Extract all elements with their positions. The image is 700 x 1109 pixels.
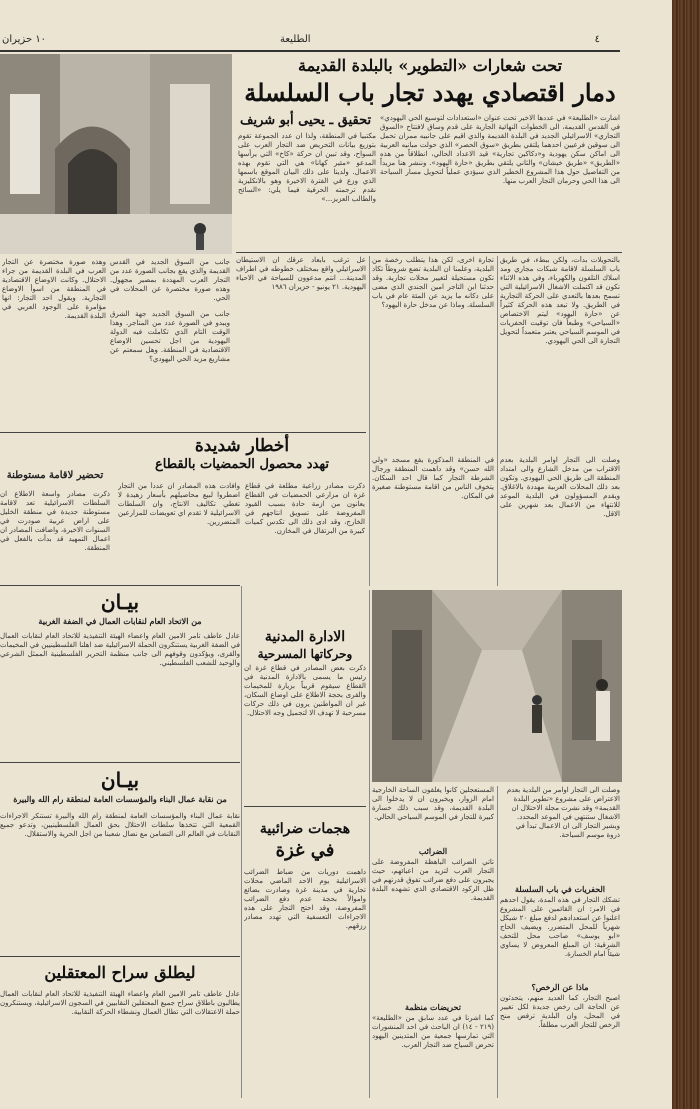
- mid-text-right: جانب من السوق الجديد جهة الشرق ويبدو في الصورة عدد من المتاجر. وهذا الوقت التام الذي تكاملت فيه الدولة اليهودية من اجل تحسين الاوضاع الاقتصادية في المنطقة. وهل سمعتم عن مشاريع مزيد الحي اليهودي؟: [110, 310, 230, 363]
- right-mid-text-2: وصلت الى التجار اوامر من البلدية بعدم الاعتراض على مشروع «تطوير البلدة القديمة» وقد نشرت مجلة الاحتلال ان الاشغال ستنتهي في الموعد المحدد. ويشير التجار الى ان الاعمال تبدأ في ذروة موسم السياحة.: [506, 786, 620, 839]
- bottom-head-2: ماذا عن الرخص؟: [531, 982, 589, 992]
- left-col-text: ذكرت مصادر واسعة الاطلاع ان السلطات الاسرائيلية تعد لاقامة مستوطنة جديدة في منطقة الخليل على اراض عربية صودرت في السنوات الاخيرة، واضافت المصادر ان اعمال التمهيد قد بدأت بالفعل في المنطقة.: [0, 490, 110, 552]
- header-date: ١٠ حزيران: [2, 34, 47, 45]
- main-headline: دمار اقتصادي يهدد تجار باب السلسلة: [244, 78, 616, 107]
- bottom-text-2: اصبح التجار، كما العديد منهم، يتحدثون عن الحاجة الى رخص جديدة لكل تغيير في المحل، وان البلدية ترفض منح الرخص للتجار العرب مطلقاً.: [500, 994, 620, 1029]
- main-col-6: وصلت الى التجار اوامر البلدية بعدم الاقتراب من مدخل الشارع والى امتداد المنطقة الى طريق الحي اليهودي. وتكون بعد ذلك المحلات العربية مهددة بالاغلاق. ويقدم المسؤولون في البلدية الموعد للانتهاء من الاعمال بعد شهرين على الاقل.: [500, 456, 620, 518]
- statement1-body: عادل عاطف تامر الامين العام واعضاء الهيئة التنفيذية للاتحاد العام لنقابات العمال في الضفة الغربية يستنكرون الحملة الاسرائيلية ضد اهلنا الفلسطينيين في المخيمات والقرى، ويؤكدون وقوفهم الى جانب منظمة التحرير الفلسطينية الممثل الشرعي والوحيد للشعب الفلسطيني.: [0, 632, 240, 667]
- admin-headline-1: الادارة المدنية: [264, 629, 346, 645]
- main-col-2: مكتبياً في المنطقة، ولذا ان عدد الجموعة تقوم بتوزيع بيانات التحريض ضد التجار العرب على السواح، وقد تبين ان حركة «كاخ» التي يرأسها المدعو «مئير كهانا» هي التي تقوم بهذه الاعمال. ولدينا على ذلك البيان الموقع باسمها الذي وزع في الفترة الاخيرة وهو بالانكليزية نقدم ترجمته الحرفية فيما يلي: «السائح والطالب العزيز...»: [238, 132, 376, 203]
- book-binding: [672, 0, 700, 1109]
- main-col-1: اشارت «الطليعة» في عددها الاخير تحت عنوان «استعدادات لتوسيع الحي اليهودي» في القدس القديمة، الى الخطوات النهائية الجارية على قدم وساق لافتتاح «السوق التجاري» الاسرائيلي الجديد في البلدة القديمة والذي اقيم على جانبيه ممران تحمل الى سوقين فرعيين احدهما يلتقي بطريق «سوق الحصر» الذي حولت مبانيه العربية الى اماكن سكن يهودية و«دكاكين تجارية» قيد الاعداد الحالي، انطلاقاً من هذه «الطريق» «طريق خيشان» والثاني يلتقي بطريق «حارة اليهود». وننشر هنا مزيداً من التفاصيل حول هذا المشروع الخطير الذي سيؤدي عملياً لتحويل مسار السياحة الى هذا الحي وحرمان التجار العرب منها.: [380, 114, 620, 185]
- col-divider: [497, 256, 498, 586]
- statement1-subtitle: من الاتحاد العام لنقابات العمال في الضفة الغربية: [38, 616, 202, 626]
- dangers-col-1: ذكرت مصادر زراعية مطلعة في قطاع غزة ان مزارعي الحمضيات في القطاع يعانون من ازمة حادة بسبب القيود المفروضة على تسويق انتاجهم في الخارج، وقد ادى ذلك الى تكدس كميات كبيرة من البرتقال في المخازن.: [245, 482, 365, 535]
- bottom-head-1: الحفريات في باب السلسلة: [514, 884, 606, 894]
- bottom-text-4: تاتي الضرائب الباهظة المفروضة على التجار العرب لتزيد من اعبائهم، حيث يجبرون على دفع ضرائب تفوق قدرتهم في ظل الركود الاقتصادي الذي تشهده البلدة القديمة.: [372, 858, 494, 902]
- statement2-body: نقابة عمال البناء والمؤسسات العامة لمنطقة رام الله والبيرة تستنكر الاجراءات القمعية التي تتخذها سلطات الاحتلال بحق العمال الفلسطينيين، وتدعو جميع النقابات في العالم الى التضامن مع نضال شعبنا من اجل الحرية والاستقلال.: [0, 812, 240, 838]
- dangers-col-2: وافادت هذه المصادر ان عدداً من التجار اضطروا لبيع محاصيلهم بأسعار زهيدة لا تغطي تكاليف الانتاج، وان السلطات الاسرائيلية لا تقدم اي تعويضات للمزارعين المتضررين.: [118, 482, 240, 526]
- dangers-headline-1: أخطار شديدة: [194, 436, 290, 456]
- main-col-3: بالتحويلات بدأت، ولكن ببطء، في طريق باب السلسلة لاقامة شبكات مجاري ومد اسلاك التلفون والكهرباء، وفي هذه الاثناء تكون قد اكتملت الاشغال الاسرائيلية التي تسمح بعدها بالتعدي على الحركة التجارية في الطريق. ولا تبعد هذه الحركة كثيراً عن «حارة اليهود» ليتم الاختصاص «السياحي» وطبعاً فان توقيت الحفريات في الموسم السياحي يعتبر متعمداً لتحويل التجارة الى الحي اليهودي.: [500, 256, 620, 345]
- top-photo-image: [0, 54, 232, 254]
- bottom-text-3: كما اشرنا في عدد سابق من «الطليعة» (٢١٩ - ١٤) ان الباحث في احد المنشورات التي تمارسها جمعية من المتدينين اليهود تحرض السياح ضد التجار العرب.: [372, 1014, 494, 1049]
- top-photo: [0, 54, 232, 254]
- section-divider: [0, 585, 240, 586]
- admin-headline-2: وحركاتها المسرحية: [257, 647, 353, 661]
- left-col-head: تحضير لاقامة مستوطنة: [6, 470, 104, 481]
- main-col-4: تجارة اخرى، لكن هذا يتطلب رخصة من البلدية، وعلمنا ان البلدية تضع شروطاً تكاد تكون مستحيلة لتغيير محلات تجارية. وقد حدثنا ابن التاجر امين الجندي الذي مضى على دكانه ما يزيد عن المئة عام في باب السلسلة. وماذا عن مدخل حارة اليهود؟: [372, 256, 494, 309]
- tax-headline-1: هجمات ضرائبية: [259, 821, 351, 837]
- tax-body: داهمت دوريات من ضباط الضرائب الاسرائيلية يوم الاحد الماضي محلات تجارية في مدينة غزة وصادرت بضائع واموالاً بحجة عدم دفع الضرائب المفروضة، وقد احتج التجار على هذه الاجراءات التعسفية التي تهدد مصادر رزقهم.: [244, 868, 366, 930]
- section-divider: [0, 762, 240, 763]
- page-number: ٤: [594, 34, 600, 45]
- statement1-title: بيـان: [100, 590, 140, 614]
- right-mid-text-1: في المنطقة المذكورة يقع مسجد «ولي الله حسن» وقد داهمت المنطقة ورجال الشرطة التجار كما قال احد السكان. يتخوف الناس من اقامة مستوطنة صغيرة في المكان.: [372, 456, 494, 500]
- release-headline: ليطلق سراح المعتقلين: [44, 963, 196, 982]
- top-photo-caption: جانب من السوق الجديد في القدس القديمة والذي يقع بجانب الصورة عدد من التجار العرب المهددة بمصير مجهول. وهذه صورة مختصرة عن المحلات في الحي.: [110, 258, 230, 302]
- section-divider: [0, 956, 240, 957]
- col-divider: [369, 256, 370, 586]
- bottom-head-4: الضرائب: [418, 846, 448, 856]
- statement2-title: بيـان: [100, 768, 140, 792]
- admin-body: ذكرت بعض المصادر في قطاع غزة ان رئيس ما يسمى بالادارة المدنية في القطاع سيقوم قريباً بزيارة للمخيمات والقرى بحجة الاطلاع على اوضاع السكان، غير ان المواطنين يرون في ذلك حركات مسرحية لا تهدف الا لتجميل وجه الاحتلال.: [244, 664, 366, 717]
- main-col-5: عل ترغب بابعاد عرقك ان الاستيطان الاسرائيلي واقع بمختلف خطوطه في اطراف المدينة... انتم مدعوون للسياحة في الاحياء اليهودية. ٢١ يونيو - حزيران ١٩٨٦: [236, 256, 366, 291]
- right-mid-text-3: المستعجلين كانوا يغلقون الساحة الخارجية امام الزوار، ويخبرون ان لا يدخلوا الى البلدة القديمة، وقد سبب ذلك خسارة كبيرة للتجار في الموسم السياحي الحالي.: [372, 786, 494, 821]
- col-divider: [497, 786, 498, 1098]
- release-body: عادل عاطف تامر الامين العام واعضاء الهيئة التنفيذية للاتحاد العام لنقابات العمال يطالبون باطلاق سراح جميع المعتقلين النقابيين في السجون الاسرائيلية، ويستنكرون حملة الاعتقالات التي تطال العمال ونشطاء الحركة النقابية.: [0, 990, 240, 1016]
- section-name: الطليعة: [280, 34, 311, 45]
- page-header: [0, 30, 620, 52]
- bottom-text-1: تشكك التجار في هذه المدة، يقول احدهم في الامر: ان القائمين على المشروع اعلنوا عن استعدادهم لدفع مبلغ ٢٠ شيكل شهرياً للمحل المتضرر. ويضيف الحاج «ابو يوسف» صاحب محل للتحف الشرقية: ان المبلغ المعروض لا يساوي شيئاً امام الخسارة.: [500, 896, 620, 958]
- section-divider: [244, 806, 366, 807]
- main-kicker: تحت شعارات «التطوير» بالبلدة القديمة: [297, 56, 563, 75]
- col-divider: [369, 590, 370, 1098]
- market-photo: [372, 590, 622, 782]
- dangers-headline-2: تهدد محصول الحمضيات بالقطاع: [155, 457, 329, 472]
- market-photo-image: [372, 590, 622, 782]
- statement2-subtitle: من نقابة عمال البناء والمؤسسات العامة لمنطقة رام الله والبيرة: [13, 794, 227, 804]
- main-byline: تحقيق ـ يحيى أبو شريف: [240, 113, 372, 128]
- section-divider: [0, 432, 366, 433]
- mid-text-left: وهذه صورة مختصرة عن التجار العرب في البلدة القديمة من جراء الاحتلال. وكانت الاوضاع الاقتصادية في المنطقة من اسوأ الاوضاع التجارية. ويقول احد التجار: انها مؤامرة على الوجود العربي في البلدة القديمة.: [2, 258, 106, 320]
- main-divider: [236, 252, 622, 253]
- bottom-head-3: تحريضات منظمة: [405, 1002, 461, 1012]
- tax-headline-2: في غزة: [275, 840, 335, 861]
- col-divider: [241, 586, 242, 1098]
